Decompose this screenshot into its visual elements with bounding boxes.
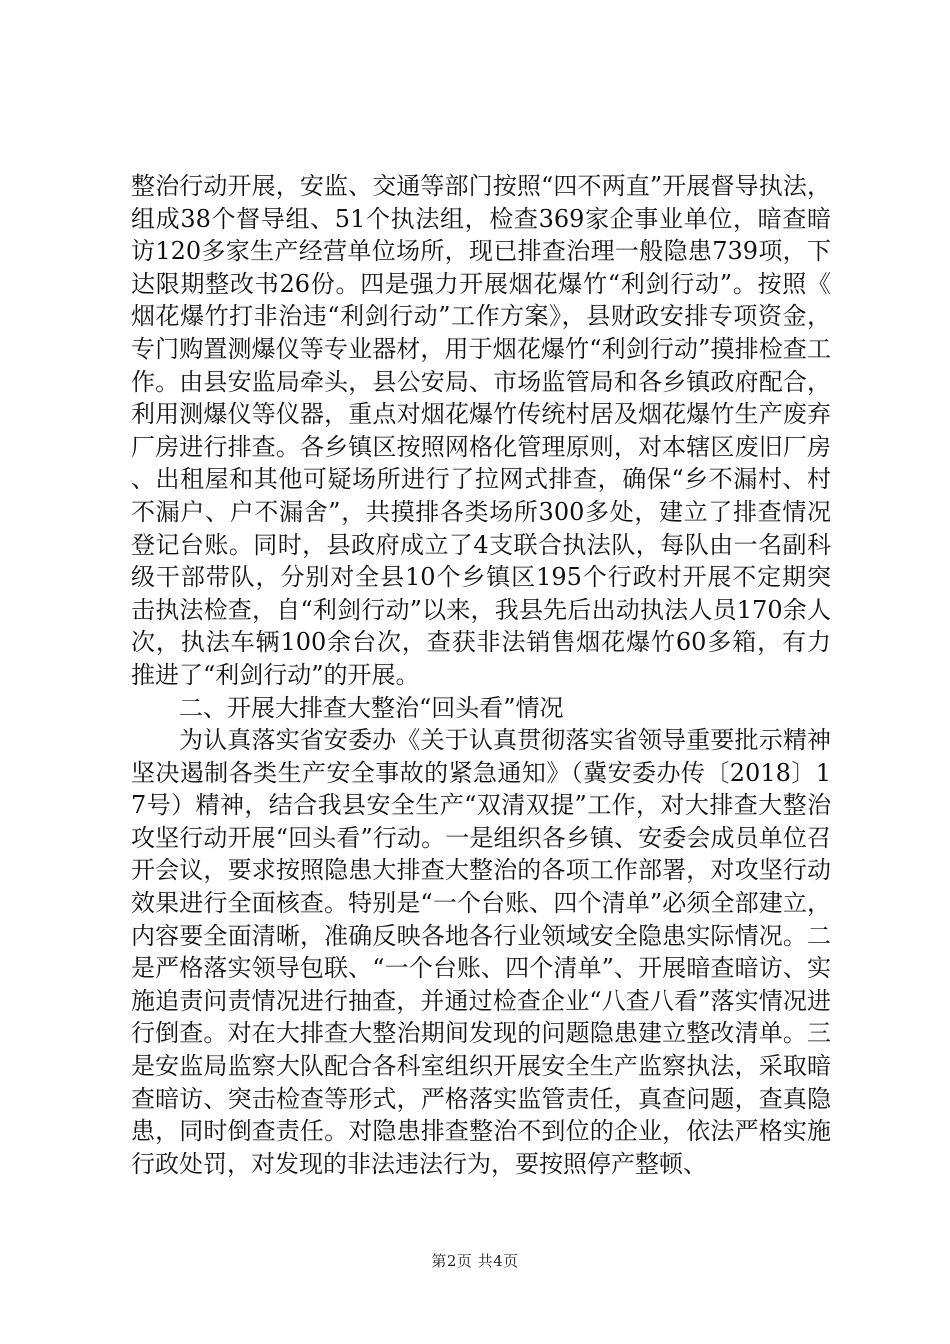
section-heading: 二、开展大排查大整治“回头看”情况: [179, 693, 564, 722]
paragraph-review-action: 为认真落实省安委办《关于认真贯彻落实省领导重要批示精神坚决遏制各类生产安全事故的紧急通知》（冀安委办传〔2018〕17号）精神，结合我县安全生产“双清双提”工作，对大排查大整治攻坚行动开展“回头看”行动。一是组织各乡镇、安委会成员单位召开会议，要求按照隐患大排查大整治的各项工作部署，对攻坚行动效果进行全面核查。特别是“一个台账、四个清单”必须全部建立，内容要全面清晰，准确反映各地各行业领域安全隐患实际情况。二是严格落实领导包联、“一个台账、四个清单”、开展暗查暗访、实施追责问责情况进行抽查，并通过检查企业“八查八看”落实情况进行倒查。对在大排查大整治期间发现的问题隐患建立整改清单。三是安监局监察大队配合各科室组织开展安全生产监察执法，采取暗查暗访、突击检查等形式，严格落实监管责任，真查问题，查真隐患，同时倒查责任。对隐患排查整治不到位的企业，依法严格实施行政处罚，对发现的非法违法行为，要按照停产整顿、: [131, 726, 831, 1178]
page-number-footer: 第2页 共4页: [431, 1252, 519, 1270]
document-body: [131, 170, 831, 1180]
paragraph-continuation: 整治行动开展，安监、交通等部门按照“四不两直”开展督导执法，组成38个督导组、51个执法组，检查369家企事业单位，暗查暗访120多家生产经营单位场所，现已排查治理一般隐患739项，下达限期整改书26份。四是强力开展烟花爆竹“利剑行动”。按照《烟花爆竹打非治违“利剑行动”工作方案》，县财政安排专项资金，专门购置测爆仪等专业器材，用于烟花爆竹“利剑行动”摸排检查工作。由县安监局牵头，县公安局、市场监管局和各乡镇政府配合，利用测爆仪等仪器，重点对烟花爆竹传统村居及烟花爆竹生产废弃厂房进行排查。各乡镇区按照网格化管理原则，对本辖区废旧厂房、出租屋和其他可疑场所进行了拉网式排查，确保“乡不漏村、村不漏户、户不漏舍”，共摸排各类场所300多处，建立了排查情况登记台账。同时，县政府成立了4支联合执法队，每队由一名副科级干部带队，分别对全县10个乡镇区195个行政村开展不定期突击执法检查，自“利剑行动”以来，我县先后出动执法人员170余人次，执法车辆100余台次，查获非法销售烟花爆竹60多箱，有力推进了“利剑行动”的开展。: [131, 172, 831, 689]
